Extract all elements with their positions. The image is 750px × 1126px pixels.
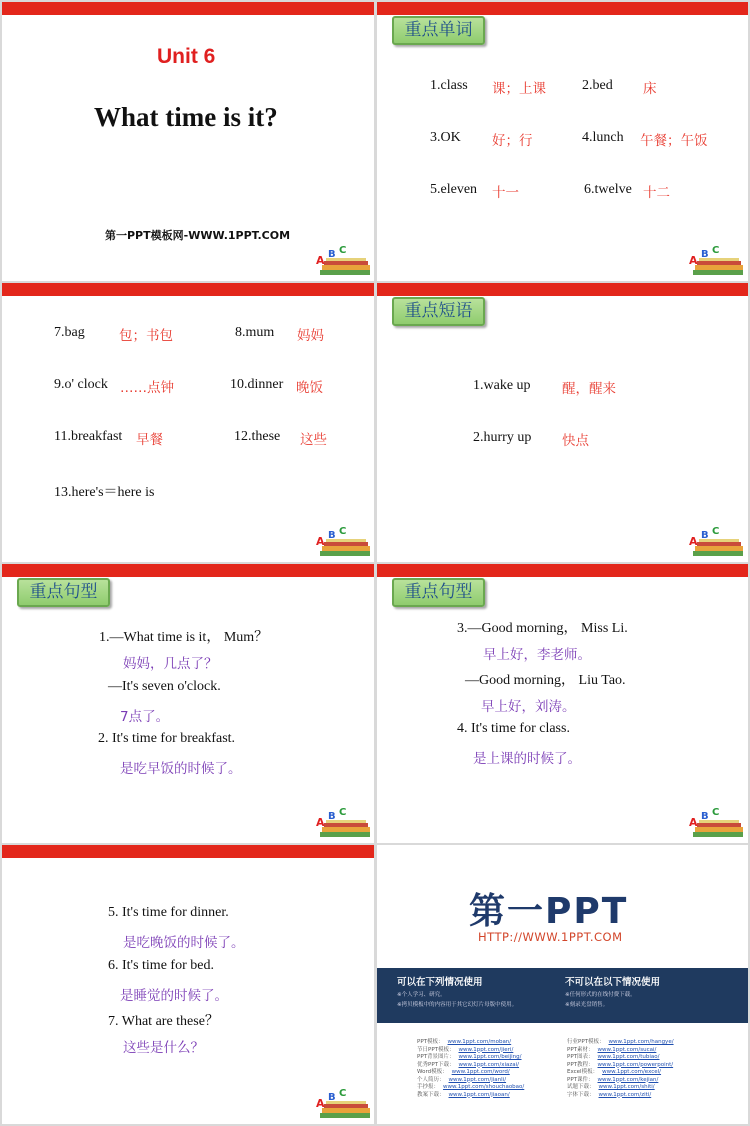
link-label: PPT教程： bbox=[567, 1061, 594, 1068]
word-cn: 包；书包 bbox=[119, 328, 173, 344]
can-use-item: ※个人学习、研究。 bbox=[397, 992, 446, 998]
link-label: PPT背景图片： bbox=[417, 1054, 455, 1060]
word-cn: 午餐；午饭 bbox=[640, 133, 708, 149]
sentence-en: —It's seven o'clock. bbox=[108, 679, 221, 694]
word-en: 12.these bbox=[234, 429, 281, 444]
link-label: 优秀PPT下载： bbox=[417, 1061, 455, 1068]
link-label: PPT图表： bbox=[567, 1054, 594, 1060]
link-url[interactable]: www.1ppt.com/xiazai/ bbox=[458, 1061, 520, 1068]
logo-letter-c: C bbox=[712, 807, 720, 818]
site-caption: 第一PPT模板网-WWW.1PPT.COM bbox=[105, 229, 291, 242]
sentence-cn: 是睡觉的时候了。 bbox=[120, 988, 228, 1004]
link-row bbox=[567, 1090, 651, 1098]
brand-url: HTTP://WWW.1PPT.COM bbox=[478, 930, 623, 944]
sentence-cn: 是吃晚饭的时候了。 bbox=[123, 935, 245, 951]
word-en: 8.mum bbox=[235, 325, 275, 340]
slide-top-bar bbox=[377, 564, 748, 577]
slide-5-sentences[interactable] bbox=[2, 564, 374, 843]
can-use-item: ※拷贝模板中的内容用于其它幻灯片母版中使用。 bbox=[397, 1002, 518, 1008]
sentence-en: 7. What are these？ bbox=[108, 1014, 219, 1029]
link-url[interactable]: www.1ppt.com/jianli/ bbox=[448, 1076, 507, 1083]
section-tag: 重点句型 bbox=[17, 578, 110, 607]
logo-letter-b: B bbox=[328, 249, 336, 260]
logo-letter-b: B bbox=[328, 811, 336, 822]
link-url[interactable]: www.1ppt.com/word/ bbox=[451, 1069, 510, 1075]
word-en: 1.class bbox=[430, 78, 468, 93]
brand-logo: 第一PPT bbox=[469, 891, 629, 932]
usage-panel bbox=[377, 968, 748, 1023]
word-en: 4.lunch bbox=[582, 130, 624, 145]
phrase-cn: 快点 bbox=[562, 433, 589, 449]
sentence-cn: 妈妈，几点了？ bbox=[123, 656, 218, 672]
logo-letter-b: B bbox=[701, 811, 709, 822]
section-tag: 重点短语 bbox=[392, 297, 485, 326]
phrase-en: 1.wake up bbox=[473, 378, 531, 393]
abc-books-logo bbox=[314, 1088, 372, 1120]
link-row bbox=[417, 1090, 510, 1098]
link-url[interactable]: www.1ppt.com/shouchaobao/ bbox=[443, 1084, 525, 1090]
logo-letter-c: C bbox=[339, 526, 347, 537]
link-url[interactable]: www.1ppt.com/moban/ bbox=[447, 1039, 512, 1045]
link-url[interactable]: www.1ppt.com/powerpoint/ bbox=[597, 1061, 674, 1068]
word-cn: 床 bbox=[643, 81, 657, 97]
abc-books-logo bbox=[687, 807, 745, 839]
sentence-cn: 这些是什么？ bbox=[123, 1040, 204, 1056]
unit-label: Unit 6 bbox=[157, 45, 216, 68]
word-cn: 晚饭 bbox=[296, 380, 323, 396]
link-label: 教案下载： bbox=[417, 1091, 445, 1098]
link-label: 个人简历： bbox=[417, 1076, 445, 1083]
slide-1-title[interactable] bbox=[2, 2, 374, 281]
link-url[interactable]: www.1ppt.com/hangye/ bbox=[608, 1039, 674, 1045]
slide-2-vocabulary[interactable] bbox=[377, 2, 748, 281]
link-url[interactable]: www.1ppt.com/shiti/ bbox=[598, 1084, 655, 1090]
link-label: PPT课件： bbox=[567, 1076, 594, 1083]
cannot-use-item: ※刻录光盘销售。 bbox=[565, 1002, 609, 1008]
sentence-en: 6. It's time for bed. bbox=[108, 958, 214, 973]
sentence-cn: 是吃早饭的时候了。 bbox=[120, 761, 242, 777]
link-url[interactable]: www.1ppt.com/tubiao/ bbox=[597, 1054, 660, 1060]
link-url[interactable]: www.1ppt.com/ziti/ bbox=[598, 1091, 652, 1098]
word-en: 7.bag bbox=[54, 325, 85, 340]
slide-top-bar bbox=[377, 283, 748, 296]
sentence-cn: 7点了。 bbox=[120, 709, 170, 725]
link-label: PPT模板： bbox=[417, 1039, 444, 1045]
link-label: PPT素材： bbox=[567, 1046, 594, 1053]
slide-top-bar bbox=[2, 283, 374, 296]
logo-letter-c: C bbox=[339, 807, 347, 818]
logo-letter-a: A bbox=[316, 535, 325, 548]
word-en: 2.bed bbox=[582, 78, 613, 93]
abc-books-logo bbox=[314, 526, 372, 558]
logo-letter-c: C bbox=[712, 245, 720, 256]
sentence-en: 3.—Good morning， Miss Li. bbox=[457, 621, 628, 636]
slide-top-bar bbox=[2, 845, 374, 858]
word-en: 11.breakfast bbox=[54, 429, 123, 444]
slide-top-bar bbox=[2, 564, 374, 577]
section-tag: 重点单词 bbox=[392, 16, 485, 45]
sentence-en: 2. It's time for breakfast. bbox=[98, 731, 236, 746]
link-label: Excel模板： bbox=[567, 1069, 599, 1075]
word-en: 13.here's＝here is bbox=[54, 485, 155, 500]
logo-letter-b: B bbox=[701, 249, 709, 260]
phrase-en: 2.hurry up bbox=[473, 430, 532, 445]
cannot-use-item: ※任何形式的在线付费下载。 bbox=[565, 992, 636, 998]
slide-6-sentences[interactable] bbox=[377, 564, 748, 843]
abc-books-logo bbox=[314, 807, 372, 839]
sentence-cn: 是上课的时候了。 bbox=[473, 751, 581, 767]
word-cn: 十二 bbox=[643, 185, 670, 201]
slide-8-template-info[interactable] bbox=[377, 845, 748, 1124]
link-url[interactable]: www.1ppt.com/beijing/ bbox=[458, 1054, 522, 1060]
sentence-en: 5. It's time for dinner. bbox=[108, 905, 229, 920]
word-cn: 妈妈 bbox=[297, 328, 324, 344]
word-cn: 好；行 bbox=[492, 133, 533, 149]
link-url[interactable]: www.1ppt.com/jieri/ bbox=[458, 1046, 514, 1053]
word-cn: 课；上课 bbox=[492, 81, 546, 97]
slide-3-vocabulary[interactable] bbox=[2, 283, 374, 562]
logo-letter-a: A bbox=[689, 816, 698, 829]
sentence-cn: 早上好，刘涛。 bbox=[481, 699, 576, 715]
logo-letter-a: A bbox=[316, 254, 325, 267]
word-cn: 早餐 bbox=[136, 432, 163, 448]
slide-4-phrases[interactable] bbox=[377, 283, 748, 562]
link-url[interactable]: www.1ppt.com/kejian/ bbox=[597, 1076, 659, 1083]
logo-letter-a: A bbox=[689, 535, 698, 548]
word-en: 5.eleven bbox=[430, 182, 478, 197]
word-cn: 这些 bbox=[300, 432, 327, 448]
section-tag: 重点句型 bbox=[392, 578, 485, 607]
link-url[interactable]: www.1ppt.com/sucai/ bbox=[597, 1046, 657, 1053]
logo-letter-a: A bbox=[689, 254, 698, 267]
logo-letter-c: C bbox=[339, 245, 347, 256]
logo-letter-c: C bbox=[712, 526, 720, 537]
word-cn: ……点钟 bbox=[120, 380, 174, 396]
abc-books-logo bbox=[687, 526, 745, 558]
word-en: 3.OK bbox=[430, 130, 461, 145]
slide-title: What time is it? bbox=[94, 102, 278, 132]
can-use-title: 可以在下列情况使用 bbox=[397, 977, 483, 988]
word-en: 6.twelve bbox=[584, 182, 632, 197]
slide-top-bar bbox=[377, 2, 748, 15]
sentence-en: 4. It's time for class. bbox=[457, 721, 570, 736]
logo-letter-a: A bbox=[316, 1097, 325, 1110]
link-url[interactable]: www.1ppt.com/jiaoan/ bbox=[448, 1091, 510, 1098]
phrase-cn: 醒，醒来 bbox=[562, 381, 616, 397]
logo-letter-b: B bbox=[328, 1092, 336, 1103]
link-label: Word模板： bbox=[417, 1069, 448, 1075]
word-cn: 十一 bbox=[492, 185, 519, 201]
link-label: 行业PPT模板： bbox=[567, 1039, 605, 1045]
logo-letter-b: B bbox=[328, 530, 336, 541]
logo-letter-a: A bbox=[316, 816, 325, 829]
link-label: 字体下载： bbox=[567, 1091, 595, 1098]
abc-books-logo bbox=[687, 245, 745, 277]
sentence-en: —Good morning， Liu Tao. bbox=[465, 673, 626, 688]
cannot-use-title: 不可以在以下情况使用 bbox=[565, 977, 661, 988]
slide-top-bar bbox=[2, 2, 374, 15]
link-label: 试题下载： bbox=[567, 1084, 595, 1090]
slide-7-sentences[interactable] bbox=[2, 845, 374, 1124]
sentence-cn: 早上好，李老师。 bbox=[483, 647, 591, 663]
word-en: 9.o' clock bbox=[54, 377, 108, 392]
abc-books-logo bbox=[314, 245, 372, 277]
word-en: 10.dinner bbox=[230, 377, 284, 392]
link-url[interactable]: www.1ppt.com/excel/ bbox=[602, 1069, 662, 1075]
logo-letter-c: C bbox=[339, 1088, 347, 1099]
logo-letter-b: B bbox=[701, 530, 709, 541]
sentence-en: 1.—What time is it， Mum？ bbox=[99, 630, 269, 645]
link-label: 节日PPT模板： bbox=[417, 1046, 455, 1053]
link-label: 手抄报： bbox=[417, 1084, 440, 1090]
